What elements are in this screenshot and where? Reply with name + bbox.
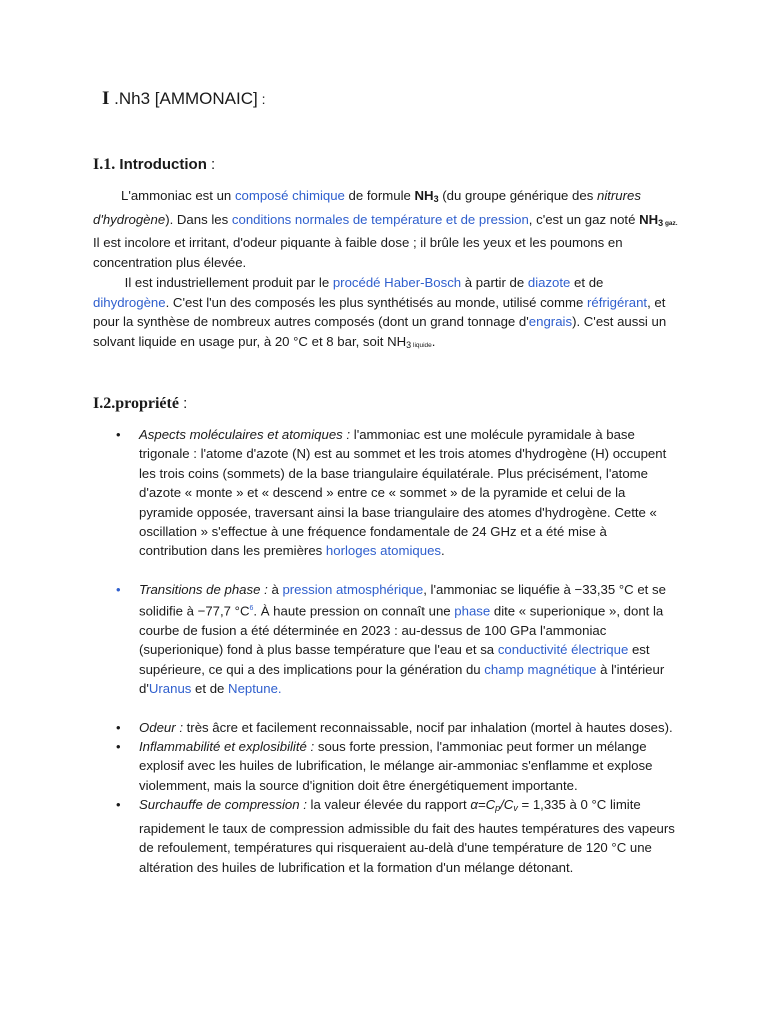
bullet-icon: • [116,719,121,735]
text: , c'est un gaz noté [528,211,640,227]
section-title: propriété [115,395,179,412]
item-text: à l'intérieur d' [139,661,665,697]
item-text: l'ammoniac est une molécule pyramidale à base trigonale : l'atome d'azote (N) est au sommet et les trois atomes d'hydrogène (H) occupent les trois coins (sommets) de la base triangulaire équilatérale. Plus précisément, l'atome d'azote « monte » et « descend » entre ce « sommet » de la pyramide et celui de la pyramide opposée, traversant ainsi la base triangulaire des atomes d'hydrogène. Cette « oscillation » s'effectue à une fréquence fondamentale de 24 GHz et a été mise à contribution dans les premières [139,427,667,559]
formula-alpha [470,797,517,812]
heading-title: .Nh3 [AMMONAIC] [109,89,258,108]
spacer [93,699,678,718]
list-item-aspects-moleculaires [93,425,678,561]
link-dihydrogene[interactable]: dihydrogène [93,294,166,310]
item-text: la valeur élevée du rapport [306,797,471,813]
item-text: . [441,543,445,559]
item-label: Aspects moléculaires et atomiques : [139,427,351,442]
section-heading-introduction [93,156,215,174]
intro-paragraph-1 [93,186,678,272]
text: et de [570,275,604,290]
text: Il est industriellement produit par le [121,275,333,290]
formula-state: liquide [411,341,432,349]
text: ). Dans les [165,211,232,227]
text: L'ammoniac est un [121,188,235,203]
item-text: sous forte pression, l'ammoniac peut former un mélange explosif avec les huiles de lubrification, le mélange air-ammoniac s'enflamme et explose violemment, mais la source d'ignition doit être énergétiquement importante. [139,739,653,793]
formula-subscript: p [495,803,501,814]
properties-list [93,425,678,877]
item-text: très âcre et facilement reconnaissable, nocif par inhalation (mortel à hautes doses). [182,719,673,735]
footnote-ref[interactable]: 6 [249,605,254,613]
item-text: est supérieure, ce qui a des implications pour la génération du [139,642,650,677]
section-number: I.2. [93,395,116,412]
bullet-icon: • [116,797,121,813]
text: . C'est l'un des composés les plus synthétisés au monde, utilisé comme [165,294,587,310]
italic-text: nitrures d'hydrogène [93,188,641,227]
link-engrais[interactable]: engrais [528,314,573,329]
formula-text: NH [414,188,434,203]
list-item-odeur [93,718,678,737]
section-heading-propriete [93,395,187,413]
text: de formule [344,188,415,203]
formula-text: NH [639,211,659,227]
formula-subscript: 3 [406,339,412,350]
item-label: Surchauffe de compression : [139,797,307,813]
link-champ-magnetique[interactable]: champ magnétique [484,661,597,677]
list-item-transitions-de-phase [93,580,678,699]
intro-paragraph-2 [93,273,678,355]
item-text: . À haute pression on connaît une [253,603,455,619]
link-compose-chimique[interactable]: composé chimique [234,188,345,203]
item-label: Odeur : [139,719,183,735]
link-horloges-atomiques[interactable]: horloges atomiques [325,543,442,559]
text: Il est incolore et irritant, d'odeur piquante à faible dose ; il brûle les yeux et les poumons en concentration plus élevée. [93,235,623,270]
main-heading [102,88,266,110]
item-label: Transitions de phase : [139,581,268,597]
bullet-icon: • [116,739,121,755]
heading-colon: : [257,91,266,107]
item-label: Inflammabilité et explosibilité : [139,739,315,755]
heading-roman-numeral: I [102,88,110,109]
formula-subscript: v [513,803,518,814]
formula-text: α=C [470,797,496,813]
text: (du groupe générique des [438,188,597,203]
spacer [93,561,678,580]
item-text: = 1,335 à 0 °C limite rapidement le taux de compression admissible du fait des hautes températures des vapeurs de refoulement, températures qui risqueraient au-delà d'une température de 120 °C une altération des huiles de lubrification et la formation d'un mélange détonant. [139,797,675,875]
link-conductivite-electrique[interactable]: conductivité électrique [497,642,629,658]
formula-text: /C [500,797,514,813]
item-text: et de [191,681,229,697]
link-pression-atmospherique[interactable]: pression atmosphérique [282,581,424,597]
bullet-icon: • [116,427,121,442]
text: . [431,333,436,349]
link-phase[interactable]: phase [454,603,491,619]
list-item-surchauffe [93,795,678,877]
link-refrigerant[interactable]: réfrigérant [586,294,648,310]
link-diazote[interactable]: diazote [527,275,571,290]
section-title: Introduction [115,156,207,173]
formula-state: gaz. [663,219,678,227]
link-conditions-normales[interactable]: conditions normales de température et de pression [231,211,529,227]
text: , et pour la synthèse de nombreux autres composés (dont un grand tonnage d' [93,294,666,329]
item-text: à [267,581,283,597]
link-uranus[interactable]: Uranus [148,681,192,697]
formula-subscript: 3 [433,194,439,204]
list-item-inflammabilite [93,737,678,795]
item-text: dite « superionique », dont la courbe de fusion a été déterminée en 2023 : au-dessus de 100 GPa l'ammoniac (superionique) fond à plus basse température que l'eau et sa [139,603,664,658]
item-text: , l'ammoniac se liquéfie à −33,35 °C et se solidifie à −77,7 °C [139,581,666,619]
link-neptune[interactable]: Neptune. [228,681,282,697]
section-colon: : [206,156,216,173]
section-colon: : [178,395,188,412]
text: à partir de [461,275,528,290]
text: ). C'est aussi un solvant liquide en usage pur, à 20 °C et 8 bar, soit NH [93,314,667,349]
bullet-icon: • [116,581,121,597]
formula-nh3 [415,188,439,203]
formula-subscript: 3 [658,217,664,228]
section-number: I.1. [93,156,116,173]
formula-nh3-gaz [639,212,678,227]
link-haber-bosch[interactable]: procédé Haber-Bosch [332,275,462,290]
